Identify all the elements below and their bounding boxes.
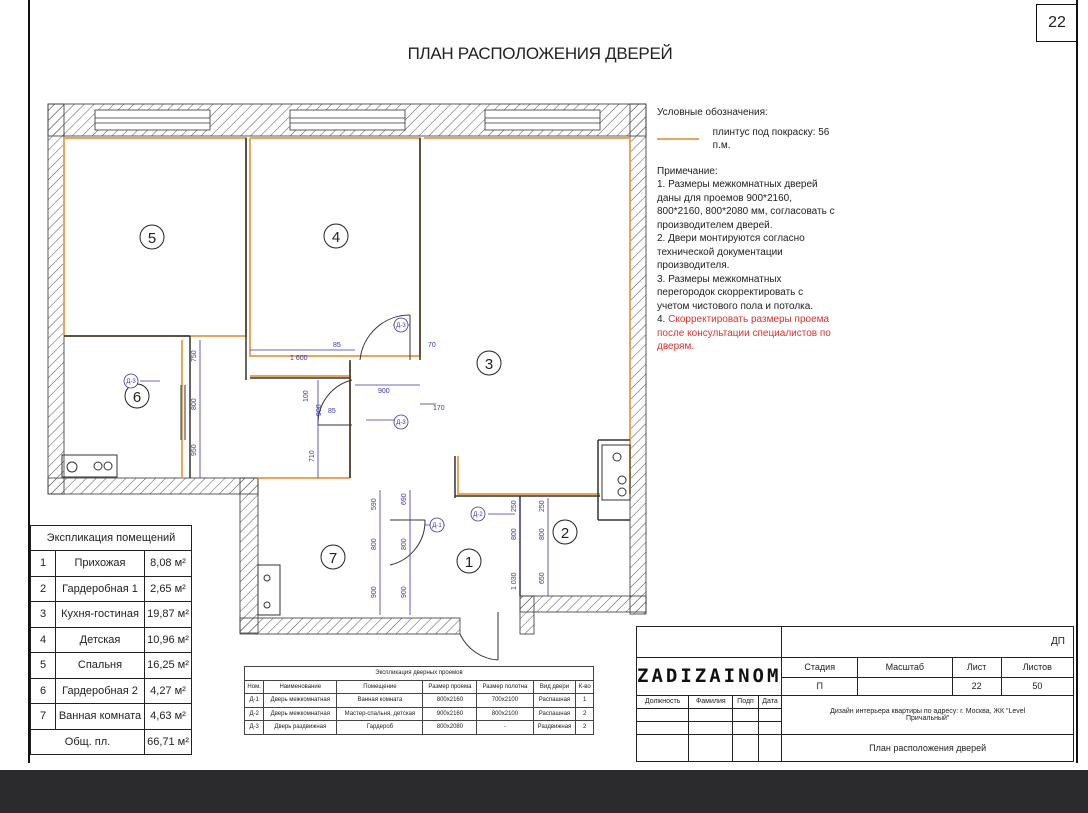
room-name: Гардеробная 2 xyxy=(56,678,145,704)
cell: Дверь раздвижная xyxy=(264,721,337,735)
column-header: Размер проема xyxy=(423,680,477,694)
baseboard-lines xyxy=(64,138,630,494)
door-tag: Д-3 xyxy=(126,379,136,385)
table-row xyxy=(31,653,192,679)
cell: Ванная комната xyxy=(337,694,423,708)
table-row xyxy=(245,721,594,735)
role-label: Дата xyxy=(758,695,782,708)
cell: 900x2160 xyxy=(423,707,477,721)
dimension-label: 85 xyxy=(333,342,341,349)
stage-value: П xyxy=(782,677,858,695)
legend-line-label: плинтус под покраску: 56 п.м. xyxy=(712,126,830,151)
table-row xyxy=(31,704,192,730)
room-area: 19,87 м² xyxy=(145,602,192,628)
baseboard-swatch xyxy=(657,138,699,140)
title-block xyxy=(636,626,1074,762)
stamp-label: Стадия xyxy=(782,657,858,677)
room-area: 4,27 м² xyxy=(145,678,192,704)
room-number: 3 xyxy=(484,356,494,373)
cell: Мастер-спальня, детская xyxy=(337,707,423,721)
stamp-label: Лист xyxy=(952,657,1001,677)
room-number: 2 xyxy=(560,525,570,542)
room-area: 10,96 м² xyxy=(145,627,192,653)
role-label: Должность xyxy=(637,695,689,708)
total-label: Общ. пл. xyxy=(31,729,145,755)
row-number: 4 xyxy=(31,627,56,653)
cell: Д-2 xyxy=(245,707,264,721)
cell: Дверь межкомнатная xyxy=(264,694,337,708)
cell: 2 xyxy=(576,707,594,721)
room-name: Детская xyxy=(56,627,145,653)
explication-header: Экспликация помещений xyxy=(31,526,192,551)
dimension-label: 710 xyxy=(309,450,316,462)
room-number: 1 xyxy=(464,554,474,571)
room-name: Спальня xyxy=(56,653,145,679)
room-number: 5 xyxy=(147,230,157,247)
door-table-caption: Экспликация дверных проемов xyxy=(245,667,594,681)
room-name: Кухня-гостиная xyxy=(56,602,145,628)
cell: Дверь межкомнатная xyxy=(264,707,337,721)
cell: Д-1 xyxy=(245,694,264,708)
cell: 2 xyxy=(576,721,594,735)
stamp-label: Масштаб xyxy=(858,657,952,677)
room-number: 7 xyxy=(328,550,338,567)
row-number: 6 xyxy=(31,678,56,704)
room-name: Гардеробная 1 xyxy=(56,576,145,602)
room-name: Прихожая xyxy=(56,551,145,577)
role-label: Фамилия xyxy=(689,695,733,708)
note-heading: Примечание: xyxy=(657,165,718,177)
dimension-label: 1 600 xyxy=(290,355,308,362)
sheet-value: 22 xyxy=(952,677,1001,695)
table-row xyxy=(245,707,594,721)
door-tag: Д-2 xyxy=(473,512,483,518)
total-row xyxy=(31,729,192,755)
door-table-header xyxy=(245,680,594,694)
cell: Распашная xyxy=(533,707,576,721)
column-header: Размер полотна xyxy=(477,680,533,694)
sheets-total-value: 50 xyxy=(1001,677,1073,695)
cell: Д-3 xyxy=(245,721,264,735)
dimension-label: 85 xyxy=(328,408,336,415)
stamp-label: Листов xyxy=(1001,657,1073,677)
dimension-label: 70 xyxy=(428,342,436,349)
row-number: 5 xyxy=(31,653,56,679)
dimension-label: 100 xyxy=(303,390,310,402)
cell: 800x2160 xyxy=(423,694,477,708)
door-openings-table xyxy=(244,666,594,735)
row-number: 7 xyxy=(31,704,56,730)
dimension-label: 690 xyxy=(401,493,408,505)
dimension-label: 590 xyxy=(371,498,378,510)
legend-line-row xyxy=(657,126,837,153)
table-row xyxy=(31,678,192,704)
column-header: Вид двери xyxy=(533,680,576,694)
cell: Распашная xyxy=(533,694,576,708)
table-row xyxy=(245,694,594,708)
column-header: Ном. xyxy=(245,680,264,694)
dimension-label: 800 xyxy=(511,528,518,540)
dimension-label: 800 xyxy=(371,538,378,550)
column-header: Наименование xyxy=(264,680,337,694)
row-number: 1 xyxy=(31,551,56,577)
door-tag: Д-1 xyxy=(432,523,442,529)
legend-heading: Условные обозначения: xyxy=(657,107,768,118)
dimension-label: 170 xyxy=(433,405,445,412)
room-number: 6 xyxy=(132,389,142,406)
room-area: 16,25 м² xyxy=(145,653,192,679)
room-explication-table xyxy=(30,525,192,755)
door-tag: Д-3 xyxy=(396,420,406,426)
room-area: 8,08 м² xyxy=(145,551,192,577)
room-number: 4 xyxy=(331,229,341,246)
room-area: 4,63 м² xyxy=(145,704,192,730)
room-area: 2,65 м² xyxy=(145,576,192,602)
sheet-number: 22 xyxy=(1036,4,1078,42)
total-value: 66,71 м² xyxy=(145,729,192,755)
door-tag: Д-3 xyxy=(396,323,406,329)
role-label: Подп xyxy=(733,695,758,708)
note-item xyxy=(657,313,837,354)
table-row xyxy=(31,602,192,628)
dimension-label: 1 030 xyxy=(511,572,518,590)
title-block-table xyxy=(636,626,1074,762)
note4-prefix: 4. xyxy=(657,314,666,325)
dimension-label: 800 xyxy=(191,398,198,410)
dimension-label: 250 xyxy=(539,500,546,512)
row-number: 3 xyxy=(31,602,56,628)
cell: 800x2100 xyxy=(477,707,533,721)
table-row xyxy=(31,627,192,653)
cell: - xyxy=(477,721,533,735)
dimension-label: 800 xyxy=(401,538,408,550)
dimension-label: 750 xyxy=(191,350,198,362)
note-item: 2. Двери монтируются согласно технической документации производителя. xyxy=(657,233,805,271)
drawing-code: ДП xyxy=(782,627,1074,658)
dimension-label: 900 xyxy=(401,586,408,598)
table-row xyxy=(31,551,192,577)
company-logo: ZADIZAINOM xyxy=(637,657,782,695)
cell: Раздвижная xyxy=(533,721,576,735)
note-item: 3. Размеры межкомнатных перегородок скорректировать с учетом чистового пола и потолка. xyxy=(657,273,814,312)
table-row xyxy=(31,576,192,602)
column-header: Помещение xyxy=(337,680,423,694)
note-item: 1. Размеры межкомнатных дверей даны для проемов 900*2160, 800*2160, 800*2080 мм, согласовать с производителем дверей. xyxy=(657,179,835,231)
legend-notes xyxy=(657,106,837,354)
dimension-label: 800 xyxy=(539,528,546,540)
dimension-label: 950 xyxy=(191,444,198,456)
dimension-label: 900 xyxy=(371,586,378,598)
cell: 700x2100 xyxy=(477,694,533,708)
page-title: ПЛАН РАСПОЛОЖЕНИЯ ДВЕРЕЙ xyxy=(407,44,673,63)
dimension-label: 250 xyxy=(511,500,518,512)
project-description: Дизайн интерьера квартиры по адресу: г. Москва, ЖК "Level Причальный" xyxy=(782,695,1074,735)
column-header: К-во xyxy=(576,680,594,694)
dimension-label: 900 xyxy=(316,404,323,416)
cell: Гардероб xyxy=(337,721,423,735)
scale-value xyxy=(858,677,952,695)
cell: 800x2080 xyxy=(423,721,477,735)
room-name: Ванная комната xyxy=(56,704,145,730)
cell: 1 xyxy=(576,694,594,708)
dimension-label: 900 xyxy=(378,388,390,395)
dimension-label: 650 xyxy=(539,572,546,584)
row-number: 2 xyxy=(31,576,56,602)
note4-red: Скорректировать размеры проема после консультации специалистов по дверям. xyxy=(657,314,831,352)
sheet-name: План расположения дверей xyxy=(782,735,1074,762)
